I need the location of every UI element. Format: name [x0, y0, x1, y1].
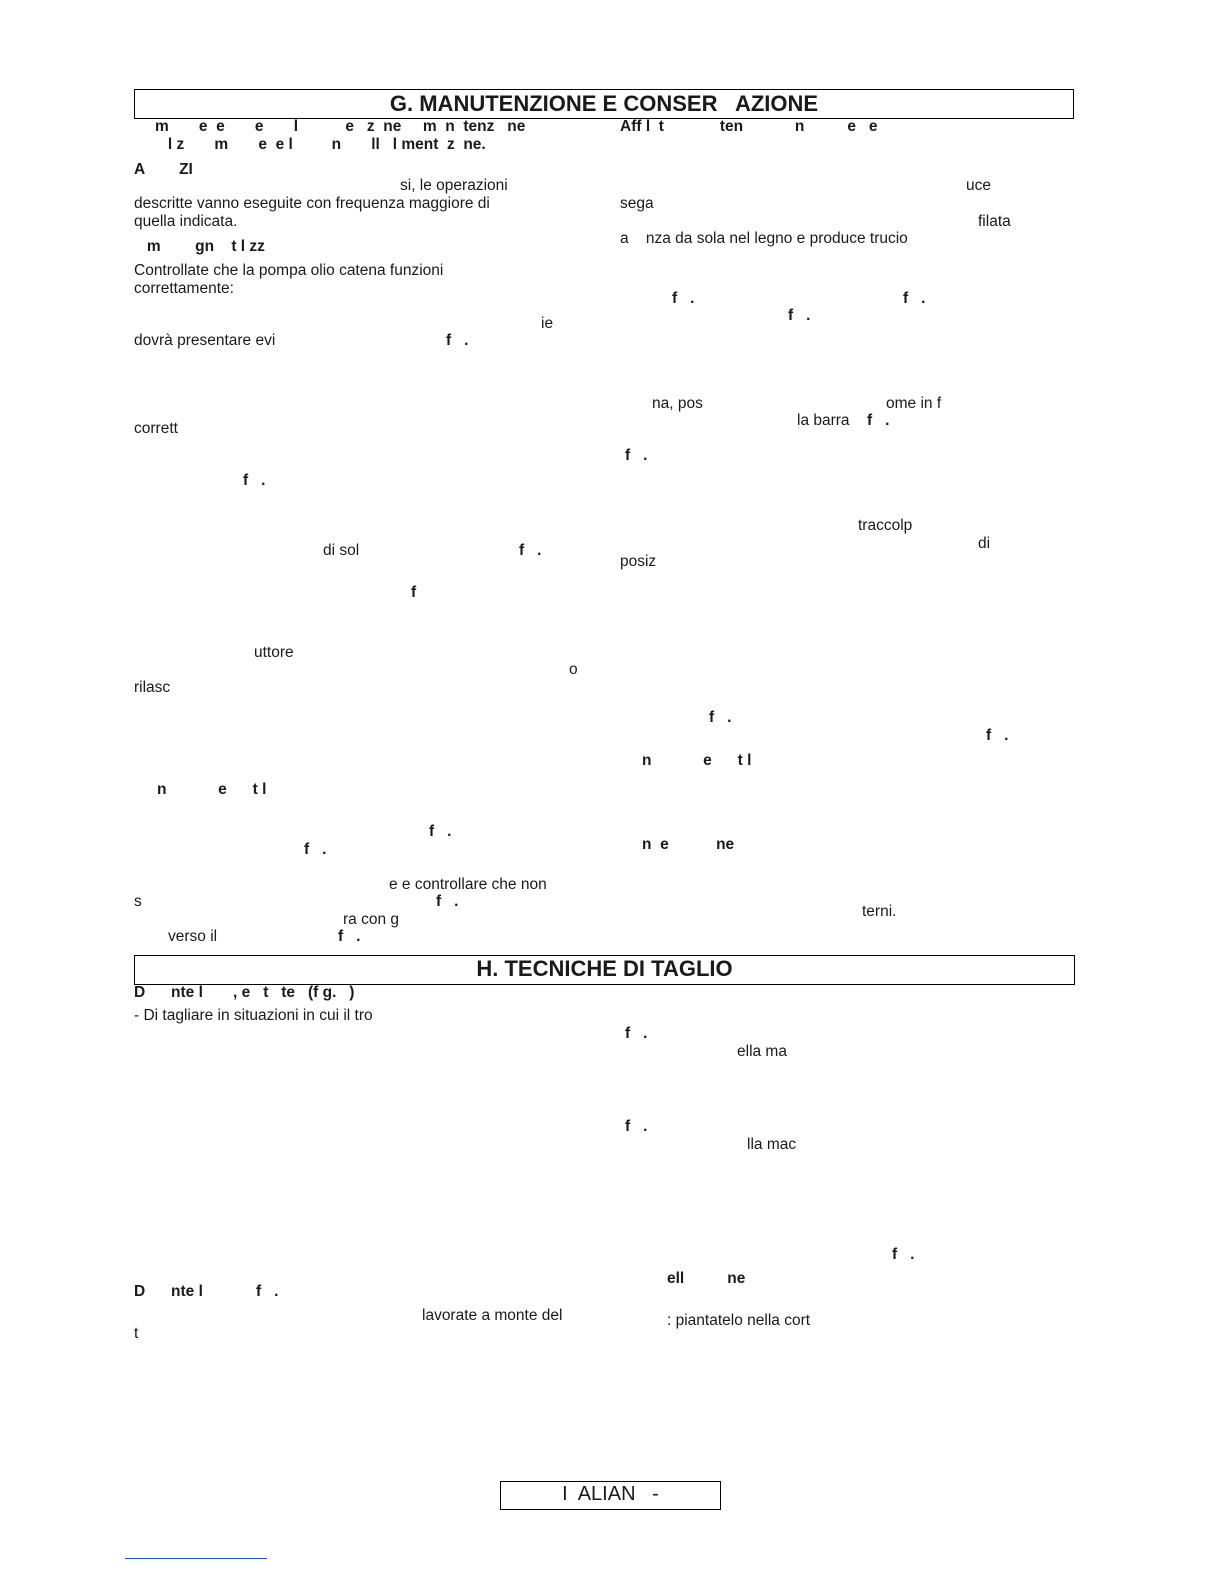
g-right-line-3: sega	[620, 195, 654, 212]
g-left-subheading: m gn t l zz	[134, 238, 265, 255]
g-left-fig-ref-8: f .	[338, 928, 361, 945]
h-left-line-6: t	[134, 1325, 139, 1342]
g-left-attention-heading: A ZI	[134, 161, 193, 178]
g-left-line-9: correttamente:	[134, 280, 234, 297]
g-right-fig-ref-2: f .	[903, 290, 926, 307]
footer-language-box: I ALIAN -	[500, 1481, 721, 1510]
g-right-fig-ref-1: f .	[672, 290, 695, 307]
h-right-subheading: ell ne	[667, 1270, 746, 1287]
g-right-line-4: filata	[978, 213, 1011, 230]
g-right-line-21: terni.	[862, 903, 897, 920]
g-right-fig-ref-6: f .	[709, 709, 732, 726]
g-left-line-8: Controllate che la pompa olio catena funzioni	[134, 262, 444, 279]
h-right-fig-ref-2: f .	[625, 1118, 648, 1135]
g-right-line-15: di	[978, 535, 991, 552]
g-left-line-1: m e e e l e z ne m n tenz ne	[155, 118, 526, 135]
g-left-line-4: si, le operazioni	[400, 177, 508, 194]
h-right-fig-ref-3: f .	[892, 1246, 915, 1263]
h-right-line-2: ella ma	[737, 1043, 787, 1060]
g-right-line-2: uce	[966, 177, 991, 194]
g-left-line-28: verso il	[168, 928, 218, 945]
g-right-fig-ref-7: f .	[986, 727, 1009, 744]
g-left-fig-ref-6: f .	[304, 841, 327, 858]
g-left-line-5: descritte vanno eseguite con frequenza maggiore di	[134, 195, 490, 212]
h-left-line-2: - Di tagliare in situazioni in cui il tro	[134, 1007, 373, 1024]
g-left-line-11: dovrà presentare evi	[134, 332, 276, 349]
h-left-heading-2: D nte l	[134, 1283, 203, 1300]
section-h-header: H. TECNICHE DI TAGLIO	[134, 955, 1075, 985]
g-left-fig-ref-5: f .	[429, 823, 452, 840]
g-left-fig-ref-7: f .	[436, 893, 459, 910]
g-left-line-6: quella indicata.	[134, 213, 238, 230]
h-left-heading-1: D nte l , e t te (f g. )	[134, 984, 355, 1001]
g-left-line-2: l z m e e l n ll l ment z ne.	[155, 136, 486, 153]
h-right-fig-ref-1: f .	[625, 1025, 648, 1042]
g-right-line-10: ome in f	[886, 395, 942, 412]
g-right-line-5: a nza da sola nel legno e produce trucio	[620, 230, 908, 247]
h-left-fig-ref-1: f .	[256, 1283, 279, 1300]
g-left-fig-ref-1: f .	[446, 332, 469, 349]
g-left-fig-ref-3: f .	[519, 542, 542, 559]
g-left-line-20: rilasc	[134, 679, 171, 696]
g-right-fig-ref-5: f .	[625, 447, 648, 464]
g-right-heading: Aff l t ten n e e	[620, 118, 878, 135]
g-left-line-13: corrett	[134, 420, 178, 437]
g-right-line-11: la barra	[797, 412, 850, 429]
g-left-line-15: di sol	[323, 542, 360, 559]
g-right-line-16: posiz	[620, 553, 657, 570]
g-left-line-24: e e controllare che non	[389, 876, 547, 893]
g-left-line-27: ra con g	[343, 911, 400, 928]
section-g-header: G. MANUTENZIONE E CONSER AZIONE	[134, 89, 1074, 119]
h-right-line-7: : piantatelo nella cort	[667, 1312, 811, 1329]
g-right-fig-ref-3: f .	[788, 307, 811, 324]
g-right-subheading-1: n e t l	[642, 752, 752, 769]
h-left-line-5: lavorate a monte del	[422, 1307, 563, 1324]
g-right-line-9: na, pos	[652, 395, 703, 412]
g-right-line-14: traccolp	[858, 517, 913, 534]
g-left-fig-ref-4: f	[411, 584, 417, 601]
g-right-fig-ref-4: f .	[867, 412, 890, 429]
h-right-line-4: lla mac	[747, 1136, 797, 1153]
g-left-fig-ref-2: f .	[243, 472, 266, 489]
g-left-line-25: s	[134, 893, 142, 910]
footnote-rule	[125, 1558, 267, 1559]
g-left-line-10: ie	[541, 315, 554, 332]
g-left-subheading-2: n e t l	[157, 781, 267, 798]
g-left-line-19: o	[569, 661, 578, 678]
g-right-subheading-2: n e ne	[642, 836, 735, 853]
g-left-line-18: uttore	[254, 644, 294, 661]
